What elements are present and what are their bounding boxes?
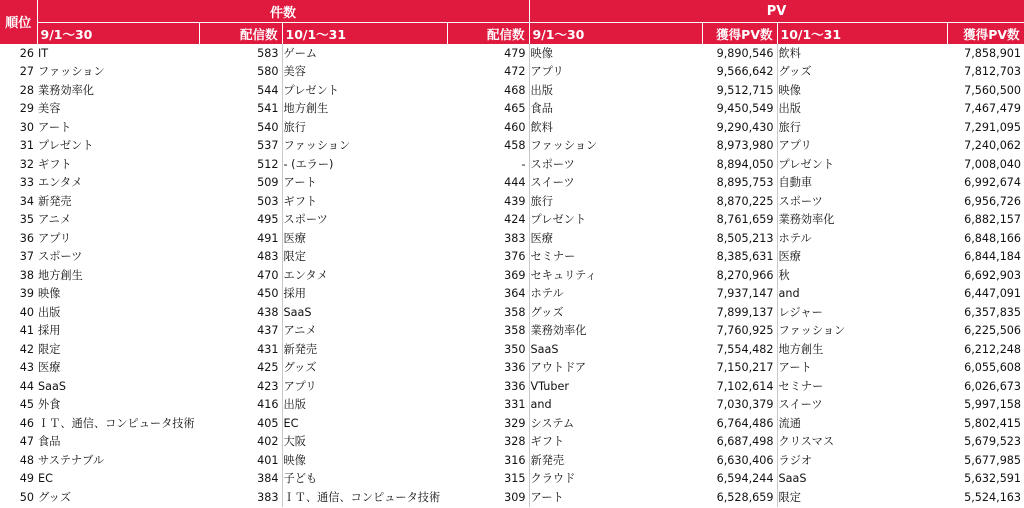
pv-period2-value: 5,632,591	[964, 472, 1022, 486]
rank-cell: 32	[19, 157, 34, 171]
count-period1-name: 医療	[38, 361, 61, 375]
pv-period1-value: 9,566,642	[702, 63, 777, 82]
count-period2-name: - (エラー)	[283, 157, 334, 171]
pv-period2-value: 7,858,901	[964, 46, 1022, 60]
pv-period2-name: アプリ	[778, 139, 812, 153]
pv-period1-name: スイーツ	[530, 176, 575, 190]
count-period1-value: 423	[199, 378, 282, 397]
count-period2-value: 383	[447, 230, 529, 249]
table-row	[0, 63, 1024, 82]
pv-period2-name: 業務効率化	[778, 213, 835, 227]
count-period2-value: 424	[447, 211, 529, 230]
pv-period1-value: 8,761,659	[702, 211, 777, 230]
count-period1-value: 405	[199, 415, 282, 434]
count-period1-name: 限定	[38, 342, 61, 356]
count-period1-name: 採用	[38, 324, 61, 338]
pv-period1-value-header: 獲得PV数	[702, 23, 777, 45]
count-period2-value: 328	[447, 433, 529, 452]
pv-period1-name: 医療	[530, 231, 553, 245]
count-period1-value: 537	[199, 137, 282, 156]
pv-period1-name: グッズ	[530, 305, 564, 319]
count-period1-name: サステナブル	[38, 453, 105, 467]
pv-period2-value: 7,560,500	[964, 83, 1022, 97]
count-period2-value: 364	[447, 285, 529, 304]
pv-period2-value-header: 獲得PV数	[947, 23, 1024, 45]
count-period1-value: 402	[199, 433, 282, 452]
count-period2-value: 358	[447, 304, 529, 323]
table-row	[0, 156, 1024, 175]
table-row	[0, 452, 1024, 471]
rank-cell: 48	[19, 453, 34, 467]
pv-period2-name: 流通	[778, 416, 801, 430]
rank-cell: 45	[19, 398, 34, 412]
pv-period1-name: クラウド	[530, 472, 576, 486]
pv-period1-name: 旅行	[530, 194, 553, 208]
pv-period1-value: 6,528,659	[702, 489, 777, 508]
count-period2-value: 331	[447, 396, 529, 415]
count-period1-name: 映像	[38, 287, 61, 301]
pv-period1-name: and	[530, 398, 552, 412]
table-row	[0, 304, 1024, 323]
count-period2-value: 376	[447, 248, 529, 267]
count-period2-value: 472	[447, 63, 529, 82]
pv-period1-name: アウトドア	[530, 361, 587, 375]
pv-period2-name: ラジオ	[778, 453, 813, 467]
count-period2-name: 限定	[283, 250, 306, 264]
table-row	[0, 378, 1024, 397]
count-period1-name: EC	[38, 472, 53, 486]
count-period2-name: 大阪	[283, 435, 306, 449]
table-row	[0, 489, 1024, 508]
count-period2-name: 映像	[283, 453, 306, 467]
count-period1-value: 495	[199, 211, 282, 230]
count-period1-name: SaaS	[38, 379, 66, 393]
pv-period1-name: 出版	[530, 83, 553, 97]
count-period2-value: 329	[447, 415, 529, 434]
pv-period1-name: セミナー	[530, 250, 576, 264]
count-period1-value: 438	[199, 304, 282, 323]
rank-cell: 39	[19, 287, 34, 301]
count-period2-name: 出版	[283, 398, 306, 412]
count-period1-name: 食品	[38, 435, 61, 449]
pv-period1-name: アート	[530, 490, 564, 504]
count-period2-name: ギフト	[283, 194, 318, 208]
count-period2-value: 350	[447, 341, 529, 360]
rank-cell: 49	[19, 472, 34, 486]
pv-period2-value: 6,026,673	[964, 379, 1022, 393]
pv-period1-name: ファッション	[530, 139, 598, 153]
pv-period2-value: 6,225,506	[964, 324, 1022, 338]
ranking-table-body	[0, 44, 1024, 507]
pv-period1-name: VTuber	[530, 379, 569, 393]
pv-period1-value: 7,937,147	[702, 285, 777, 304]
table-row	[0, 211, 1024, 230]
rank-cell: 38	[19, 268, 34, 282]
count-period1-name: 外食	[38, 398, 61, 412]
pv-period1-value: 8,895,753	[702, 174, 777, 193]
pv-period2-name: 出版	[778, 102, 801, 116]
table-row	[0, 285, 1024, 304]
pv-period2-name: 地方創生	[778, 342, 824, 356]
pv-period2-header: 10/1〜31	[777, 23, 947, 45]
table-row	[0, 341, 1024, 360]
count-period1-value: 540	[199, 119, 282, 138]
count-period1-value: 483	[199, 248, 282, 267]
count-period1-name: 業務効率化	[38, 83, 94, 97]
pv-period1-value: 8,385,631	[702, 248, 777, 267]
pv-period1-value: 7,760,925	[702, 322, 777, 341]
count-period1-name: スポーツ	[38, 250, 83, 264]
pv-period2-value: 5,524,163	[964, 490, 1022, 504]
rank-cell: 41	[19, 324, 34, 338]
pv-period1-value: 6,764,486	[702, 415, 777, 434]
count-period2-value: 468	[447, 82, 529, 101]
table-row	[0, 119, 1024, 138]
pv-period1-name: 飲料	[530, 120, 553, 134]
pv-period2-name: レジャー	[778, 305, 823, 319]
pv-period1-value: 9,512,715	[702, 82, 777, 101]
count-period2-value: 316	[447, 452, 529, 471]
pv-period1-name: アプリ	[530, 65, 564, 79]
rank-cell: 30	[19, 120, 34, 134]
count-period2-name: エンタメ	[283, 268, 328, 282]
pv-period1-name: セキュリティ	[530, 268, 597, 282]
count-period1-name: エンタメ	[38, 176, 83, 190]
count-period2-value: 465	[447, 100, 529, 119]
pv-period2-name: ホテル	[778, 231, 812, 245]
count-period2-value: 479	[447, 44, 529, 63]
pv-period2-value: 7,240,062	[964, 139, 1022, 153]
pv-period2-value: 6,956,726	[964, 194, 1022, 208]
pv-period2-value: 5,679,523	[964, 435, 1022, 449]
table-row	[0, 470, 1024, 489]
rank-cell: 36	[19, 231, 34, 245]
count-period1-value: 384	[199, 470, 282, 489]
pv-period2-value: 5,677,985	[964, 453, 1022, 467]
count-period2-value: 309	[447, 489, 529, 508]
count-period2-name: ファッション	[283, 139, 351, 153]
count-period1-name: グッズ	[38, 490, 72, 504]
rank-cell: 47	[19, 435, 34, 449]
pv-period2-name: クリスマス	[778, 435, 835, 449]
rank-cell: 42	[19, 342, 34, 356]
rank-cell: 50	[19, 490, 34, 504]
count-period1-value: 425	[199, 359, 282, 378]
rank-cell: 43	[19, 361, 34, 375]
count-period1-value: 509	[199, 174, 282, 193]
pv-period1-name: 業務効率化	[530, 324, 587, 338]
count-period2-name: EC	[283, 416, 299, 430]
count-group-header: 件数	[37, 0, 529, 23]
count-period2-name: 美容	[283, 65, 306, 79]
count-period2-name: SaaS	[283, 305, 312, 319]
count-period2-value: -	[447, 156, 529, 175]
pv-period1-value: 7,150,217	[702, 359, 777, 378]
count-period1-value: 437	[199, 322, 282, 341]
pv-period1-name: ホテル	[530, 287, 564, 301]
pv-period2-name: and	[778, 287, 800, 301]
pv-period1-name: SaaS	[530, 342, 559, 356]
pv-period2-value: 6,692,903	[964, 268, 1022, 282]
rank-cell: 34	[19, 194, 34, 208]
pv-period2-name: 秋	[778, 268, 790, 282]
count-period1-value: 491	[199, 230, 282, 249]
pv-period1-value: 8,894,050	[702, 156, 777, 175]
rank-cell: 28	[19, 83, 34, 97]
count-period1-name: アニメ	[38, 213, 72, 227]
rank-header: 順位	[0, 0, 37, 44]
count-period2-name: プレゼント	[283, 83, 339, 97]
count-period1-name: 美容	[38, 102, 61, 116]
rank-cell: 44	[19, 379, 34, 393]
count-period1-value: 503	[199, 193, 282, 212]
count-period1-value: 416	[199, 396, 282, 415]
rank-cell: 35	[19, 213, 34, 227]
rank-cell: 29	[19, 102, 34, 116]
pv-period1-value: 7,102,614	[702, 378, 777, 397]
count-period2-name: ＩＴ、通信、コンピュータ技術	[283, 490, 441, 504]
count-period1-name: アート	[38, 120, 72, 134]
count-period1-value: 470	[199, 267, 282, 286]
table-row	[0, 193, 1024, 212]
count-period1-name: 新発売	[38, 194, 72, 208]
count-period2-name: 地方創生	[283, 102, 329, 116]
table-row	[0, 44, 1024, 63]
table-row	[0, 322, 1024, 341]
table-row	[0, 82, 1024, 101]
pv-period2-name: SaaS	[778, 472, 807, 486]
pv-period2-value: 6,055,608	[964, 361, 1022, 375]
count-period2-value: 336	[447, 378, 529, 397]
table-row	[0, 415, 1024, 434]
pv-period1-value: 6,687,498	[702, 433, 777, 452]
pv-period1-value: 7,554,482	[702, 341, 777, 360]
pv-period1-value: 6,630,406	[702, 452, 777, 471]
pv-period1-value: 9,890,546	[702, 44, 777, 63]
count-period1-value: 544	[199, 82, 282, 101]
count-period2-value: 358	[447, 322, 529, 341]
count-period2-name: アート	[283, 176, 317, 190]
pv-period2-name: スイーツ	[778, 398, 823, 412]
pv-period2-value: 6,447,091	[964, 287, 1022, 301]
count-period2-value-header: 配信数	[447, 23, 529, 45]
sub-header-row	[0, 23, 1024, 45]
table-row	[0, 396, 1024, 415]
pv-period2-name: 映像	[778, 83, 801, 97]
rank-cell: 31	[19, 139, 34, 153]
pv-period2-name: アート	[778, 361, 812, 375]
pv-period2-name: スポーツ	[778, 194, 823, 208]
table-row	[0, 433, 1024, 452]
count-period2-name: ゲーム	[283, 46, 318, 60]
count-period1-header: 9/1〜30	[37, 23, 199, 45]
count-period2-name: アニメ	[283, 324, 317, 338]
pv-period2-name: ファッション	[778, 324, 846, 338]
count-period1-name: 地方創生	[38, 268, 83, 282]
count-period1-name: ファッション	[38, 65, 105, 79]
rank-cell: 27	[19, 65, 34, 79]
count-period1-value: 383	[199, 489, 282, 508]
count-period2-name: 医療	[283, 231, 306, 245]
pv-period2-value: 6,844,184	[964, 250, 1022, 264]
count-period2-value: 439	[447, 193, 529, 212]
pv-period1-name: システム	[530, 416, 575, 430]
pv-period2-value: 7,291,095	[964, 120, 1022, 134]
count-period1-name: 出版	[38, 305, 61, 319]
count-period2-name: 採用	[283, 287, 306, 301]
pv-period2-name: セミナー	[778, 379, 824, 393]
count-period2-value: 444	[447, 174, 529, 193]
pv-period2-value: 6,882,157	[964, 213, 1022, 227]
pv-period2-value: 5,802,415	[964, 416, 1022, 430]
count-period1-name: アプリ	[38, 231, 72, 245]
pv-period2-value: 6,992,674	[964, 176, 1022, 190]
pv-period1-name: ギフト	[530, 435, 565, 449]
count-period2-name: 新発売	[283, 342, 318, 356]
table-row	[0, 137, 1024, 156]
table-row	[0, 100, 1024, 119]
count-period1-value: 401	[199, 452, 282, 471]
pv-period2-value: 7,008,040	[964, 157, 1022, 171]
pv-period2-name: グッズ	[778, 65, 812, 79]
rank-cell: 26	[19, 46, 34, 60]
rank-cell: 46	[19, 416, 34, 430]
group-header-row	[0, 0, 1024, 23]
pv-period1-value: 8,973,980	[702, 137, 777, 156]
table-row	[0, 267, 1024, 286]
count-period2-name: 子ども	[283, 472, 318, 486]
table-row	[0, 174, 1024, 193]
count-period2-value: 460	[447, 119, 529, 138]
pv-period2-value: 7,812,703	[964, 65, 1022, 79]
count-period2-name: スポーツ	[283, 213, 328, 227]
rank-cell: 37	[19, 250, 34, 264]
pv-period2-value: 6,357,835	[964, 305, 1022, 319]
count-period2-name: アプリ	[283, 379, 317, 393]
count-period1-name: IT	[38, 46, 49, 60]
pv-period1-value: 8,505,213	[702, 230, 777, 249]
count-period2-value: 336	[447, 359, 529, 378]
pv-period1-value: 6,594,244	[702, 470, 777, 489]
pv-period2-value: 6,848,166	[964, 231, 1022, 245]
pv-period2-name: 旅行	[778, 120, 801, 134]
pv-period2-name: プレゼント	[778, 157, 835, 171]
count-period1-value: 450	[199, 285, 282, 304]
pv-period2-value: 7,467,479	[964, 102, 1022, 116]
count-period1-name: ＩＴ、通信、コンピュータ技術	[38, 416, 195, 430]
pv-period1-name: スポーツ	[530, 157, 575, 171]
pv-period1-name: 新発売	[530, 453, 565, 467]
pv-period2-value: 5,997,158	[964, 398, 1022, 412]
count-period1-name: プレゼント	[38, 139, 94, 153]
count-period2-value: 458	[447, 137, 529, 156]
count-period2-name: 旅行	[283, 120, 306, 134]
pv-period1-value: 8,870,225	[702, 193, 777, 212]
pv-period2-value: 6,212,248	[964, 342, 1022, 356]
count-period1-value: 580	[199, 63, 282, 82]
table-row	[0, 359, 1024, 378]
count-period1-value: 541	[199, 100, 282, 119]
count-period2-name: グッズ	[283, 361, 317, 375]
pv-period2-name: 医療	[778, 250, 801, 264]
rank-cell: 33	[19, 176, 34, 190]
pv-group-header: PV	[529, 0, 1024, 23]
pv-period1-name: プレゼント	[530, 213, 587, 227]
pv-period1-value: 8,270,966	[702, 267, 777, 286]
pv-period1-header: 9/1〜30	[529, 23, 702, 45]
pv-period1-value: 9,290,430	[702, 119, 777, 138]
pv-period1-value: 7,899,137	[702, 304, 777, 323]
pv-period1-value: 9,450,549	[702, 100, 777, 119]
pv-period2-name: 限定	[778, 490, 801, 504]
pv-period2-name: 自動車	[778, 176, 813, 190]
count-period1-value-header: 配信数	[199, 23, 282, 45]
rank-cell: 40	[19, 305, 34, 319]
count-period2-header: 10/1〜31	[282, 23, 447, 45]
table-row	[0, 230, 1024, 249]
count-period1-value: 512	[199, 156, 282, 175]
count-period1-name: ギフト	[38, 157, 72, 171]
pv-period2-name: 飲料	[778, 46, 801, 60]
count-period2-value: 315	[447, 470, 529, 489]
count-period1-value: 431	[199, 341, 282, 360]
pv-period1-name: 食品	[530, 102, 553, 116]
table-row	[0, 248, 1024, 267]
count-period2-value: 369	[447, 267, 529, 286]
pv-period1-name: 映像	[530, 46, 553, 60]
pv-period1-value: 7,030,379	[702, 396, 777, 415]
count-period1-value: 583	[199, 44, 282, 63]
